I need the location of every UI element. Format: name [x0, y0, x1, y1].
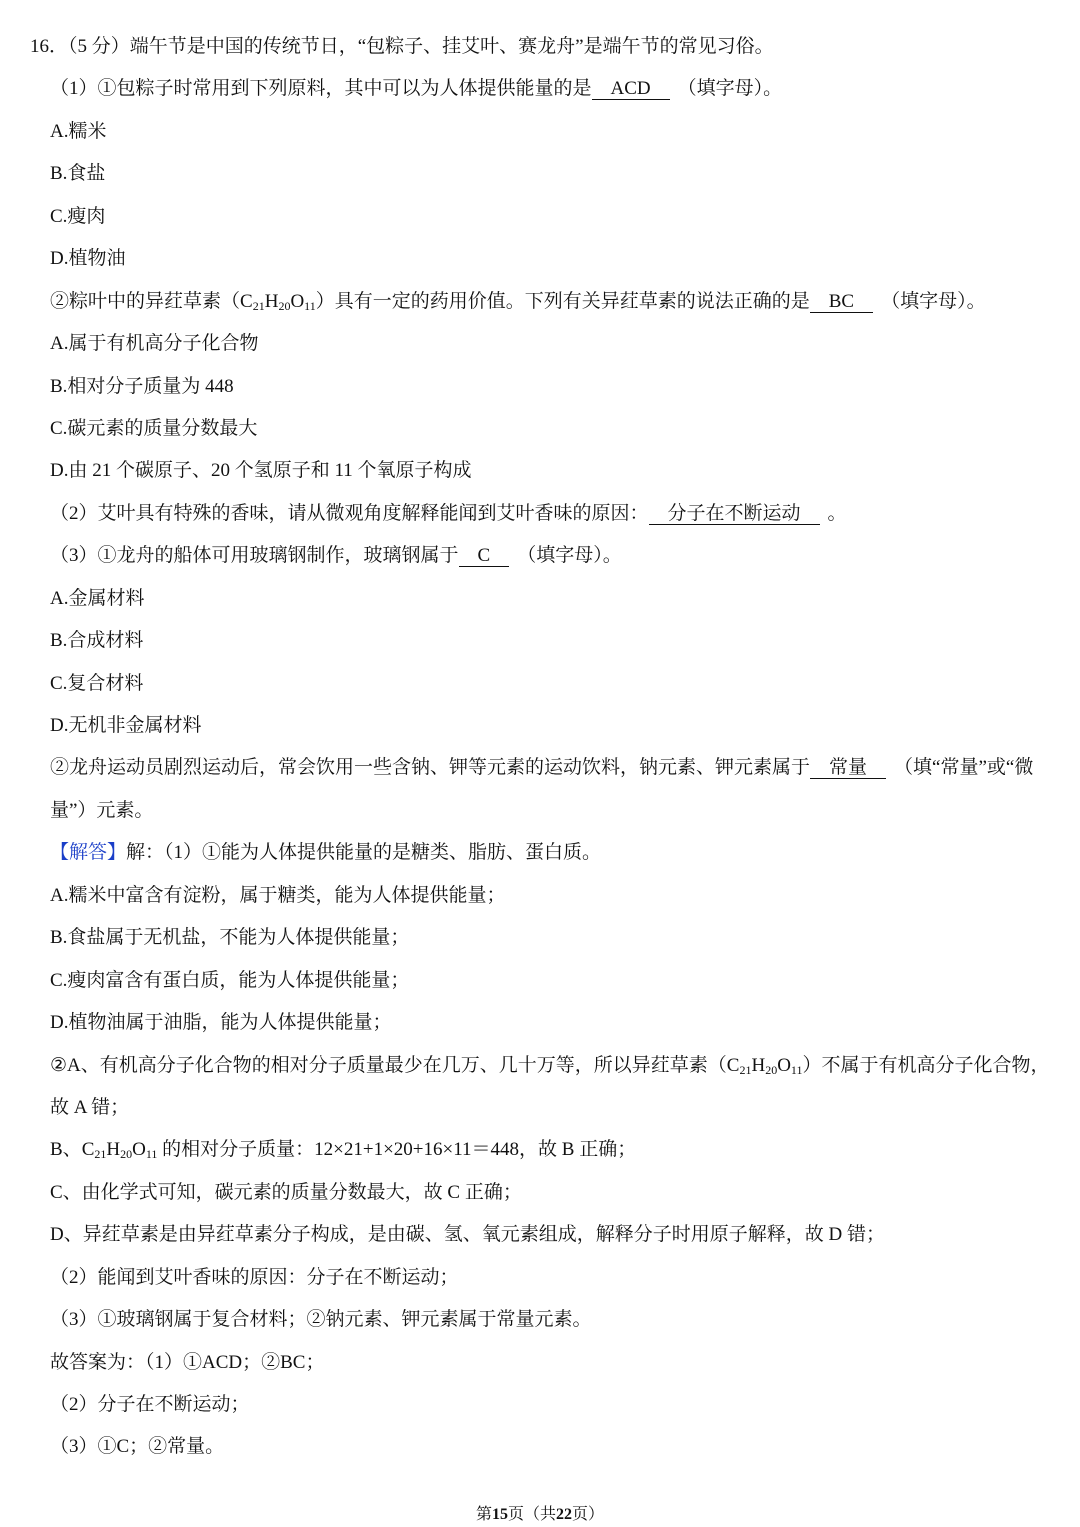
formula-carbon: C [81, 1139, 95, 1161]
part1-q2-suffix: （填字母）。 [881, 290, 986, 312]
formula-hydrogen: H [751, 1054, 766, 1076]
formula-carbon-count: 21 [94, 1147, 107, 1162]
solution-line: （2）能闻到艾叶香味的原因：分子在不断运动； [50, 1266, 459, 1288]
part2-question [50, 493, 1065, 535]
formula-hydrogen: H [264, 290, 279, 312]
footer-page-number: 15 [491, 1506, 508, 1523]
page-footer [0, 1503, 1080, 1527]
part1-q2-answer-blank: BC [810, 292, 873, 313]
answer-summary-line: 故答案为：（1）①ACD；②BC； [50, 1351, 325, 1373]
answer-summary-line: （3）①C；②常量。 [50, 1436, 225, 1458]
footer-total-pages: 22 [556, 1506, 572, 1523]
part3-q1-answer-blank: C [459, 546, 510, 567]
option-line: D.无机非金属材料 [50, 715, 202, 736]
formula-oxygen: O [132, 1139, 146, 1161]
part3-q2-suffix: （填“常量”或“微 [894, 757, 1034, 779]
answer-summary-line: （2）分子在不断运动； [50, 1394, 250, 1415]
solution-b-prefix: B、 [50, 1139, 82, 1161]
part3-question1 [50, 535, 1065, 577]
solution-a-text: ②A、有机高分子化合物的相对分子质量最少在几万、几十万等，所以异荭草素（ [50, 1054, 727, 1076]
footer-suffix: 页） [572, 1506, 605, 1523]
footer-prefix: 第 [475, 1506, 492, 1523]
solution-intro [50, 832, 1065, 874]
formula-carbon: C [240, 290, 253, 312]
option-line: A.糯米 [50, 120, 107, 142]
question-content [30, 26, 1065, 1469]
part3-q2-answer-blank: 常量 [810, 758, 886, 779]
part1-q1-answer-blank: ACD [592, 79, 670, 100]
formula-oxygen: O [290, 290, 305, 312]
solution-line: B.食盐属于无机盐，不能为人体提供能量； [50, 927, 410, 949]
chemical-formula [82, 1139, 158, 1160]
part3-q2-text: ②龙舟运动员剧烈运动后，常会饮用一些含钠、钾等元素的运动饮料，钠元素、钾元素属于 [50, 757, 811, 779]
part1-question1 [50, 68, 1065, 110]
option-line: D.由 21 个碳原子、20 个氢原子和 11 个氧原子构成 [50, 460, 472, 482]
formula-hydrogen-count: 20 [278, 298, 291, 313]
footer-middle: 页（共 [507, 1506, 556, 1523]
part1-question2 [50, 281, 1065, 323]
option-line: C.复合材料 [50, 672, 144, 694]
option-line: B.食盐 [50, 163, 106, 185]
part2-answer-blank: 分子在不断运动 [649, 504, 820, 525]
option-line: A.属于有机高分子化合物 [50, 333, 259, 355]
part3-q1-suffix: （填字母）。 [517, 545, 622, 567]
formula-carbon: C [726, 1054, 740, 1076]
part1-q1-suffix: （填字母）。 [677, 78, 783, 100]
formula-hydrogen-count: 20 [120, 1147, 133, 1162]
formula-oxygen-count: 11 [145, 1147, 158, 1162]
solution-intro-text: 解：（1）①能为人体提供能量的是糖类、脂肪、蛋白质。 [126, 842, 602, 864]
solution-line: D、异荭草素是由异荭草素分子构成，是由碳、氢、氧元素组成，解释分子时用原子解释，故 D 错； [50, 1224, 885, 1246]
part3-question2 [50, 747, 1065, 789]
solution-line-a [50, 1045, 1065, 1087]
solution-line: A.糯米中富含有淀粉，属于糖类，能为人体提供能量； [50, 884, 506, 906]
part1-q2-text: ②粽叶中的异荭草素（ [50, 290, 241, 312]
formula-carbon-count: 21 [739, 1062, 752, 1077]
chemical-formula [240, 291, 316, 312]
part2-suffix: 。 [827, 502, 847, 524]
part1-q2-middle: ）具有一定的药用价值。下列有关异荭草素的说法正确的是 [315, 290, 810, 312]
solution-b-suffix: 的相对分子质量：12×21+1×20+16×11＝448，故 B 正确； [157, 1139, 637, 1161]
option-line: A.金属材料 [50, 587, 145, 609]
question-stem: 16．（5 分）端午节是中国的传统节日，“包粽子、挂艾叶、赛龙舟”是端午节的常见习俗。 [30, 36, 774, 57]
solution-a-suffix: ）不属于有机高分子化合物， [802, 1054, 1050, 1076]
part1-q1-text: （1）①包粽子时常用到下列原料，其中可以为人体提供能量的是 [50, 78, 592, 100]
part2-text: （2）艾叶具有特殊的香味，请从微观角度解释能闻到艾叶香味的原因： [50, 502, 649, 524]
part3-q1-text: （3）①龙舟的船体可用玻璃钢制作，玻璃钢属于 [50, 545, 459, 567]
formula-hydrogen-count: 20 [765, 1062, 778, 1077]
option-line: B.合成材料 [50, 630, 144, 652]
option-line: C.瘦肉 [50, 205, 106, 227]
solution-line: C.瘦肉富含有蛋白质，能为人体提供能量； [50, 969, 410, 991]
formula-oxygen-count: 11 [790, 1062, 803, 1077]
formula-oxygen-count: 11 [304, 298, 316, 313]
formula-oxygen: O [777, 1054, 791, 1076]
solution-line: C、由化学式可知，碳元素的质量分数最大，故 C 正确； [50, 1181, 522, 1203]
solution-line: 故 A 错； [50, 1096, 130, 1118]
option-line: B.相对分子质量为 448 [50, 375, 234, 397]
solution-tag: 【解答】 [50, 842, 127, 864]
solution-line: （3）①玻璃钢属于复合材料；②钠元素、钾元素属于常量元素。 [50, 1309, 592, 1331]
formula-carbon-count: 21 [252, 298, 265, 313]
option-line: D.植物油 [50, 248, 126, 270]
option-line: C.碳元素的质量分数最大 [50, 417, 258, 439]
solution-line-b [50, 1129, 1065, 1171]
chemical-formula [727, 1055, 803, 1076]
formula-hydrogen: H [106, 1139, 121, 1161]
part3-q2-continued: 量”）元素。 [50, 799, 154, 821]
solution-line: D.植物油属于油脂，能为人体提供能量； [50, 1012, 392, 1034]
